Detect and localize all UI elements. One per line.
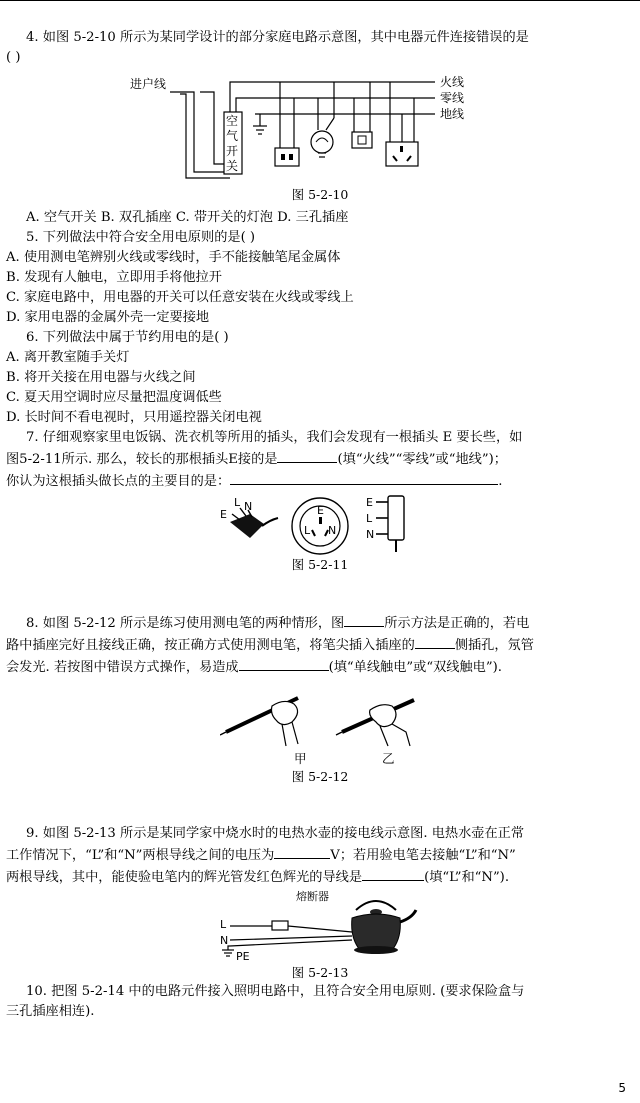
- q7-answer-blank-1[interactable]: [277, 448, 337, 463]
- ground-label: 地线: [440, 107, 465, 121]
- live-label: 火线: [440, 75, 465, 89]
- q8-answer-blank-2[interactable]: [415, 634, 455, 649]
- left-plug-N-label: N: [244, 500, 253, 513]
- right-plug-E-label: E: [366, 496, 373, 509]
- question-6: [6, 328, 634, 428]
- q8-text: 所示方法是正确的，若电: [384, 616, 530, 631]
- neutral-wire: [236, 98, 435, 112]
- q8-stem-line3: [6, 656, 634, 678]
- question-5: [6, 228, 634, 328]
- wire-PE-label: PE: [236, 950, 250, 963]
- switch-box: [352, 132, 372, 148]
- figure-5-2-11-plugs: [220, 492, 420, 556]
- q7-text: 图5-2-11所示. 那么，较长的那根插头E接的是: [6, 452, 278, 467]
- socket-L-label: L: [304, 524, 311, 537]
- q9-stem-line2: [6, 844, 634, 866]
- q5-stem: 5. 下列做法中符合安全用电原则的是( ): [26, 230, 256, 245]
- q4-stem: 4. 如图 5-2-10 所示为某同学设计的部分家庭电路示意图，其中电器元件连接错误的是: [26, 30, 529, 45]
- top-rule: [0, 0, 640, 1]
- q4-answer-bracket: ( ): [6, 50, 21, 65]
- q4-options: A. 空气开关 B. 双孔插座 C. 带开关的灯泡 D. 三孔插座: [26, 210, 349, 225]
- q5-option-d: D. 家用电器的金属外壳一定要接地: [6, 310, 210, 325]
- q9-answer-blank-2[interactable]: [362, 866, 424, 881]
- q5-option-a: A. 使用测电笔辨别火线或零线时，手不能接触笔尾金属体: [6, 250, 341, 265]
- air-switch-char: 气: [226, 129, 239, 143]
- socket-N-label: N: [328, 524, 337, 537]
- q5-option-b: B. 发现有人触电，立即用手将他拉开: [6, 270, 222, 285]
- question-7: [6, 428, 634, 574]
- incoming-line-label: 进户线: [130, 77, 167, 91]
- page-number: 5: [618, 1081, 626, 1095]
- q6-stem: 6. 下列做法中属于节约用电的是( ): [26, 330, 229, 345]
- kettle-handle: [356, 901, 396, 910]
- socket-E-label: E: [317, 504, 324, 517]
- q8-stem-line1: [6, 612, 634, 634]
- figure-5-2-11-caption: 图 5-2-11: [291, 557, 349, 572]
- label-jia: 甲: [294, 751, 307, 766]
- q8-stem-line2: [6, 634, 634, 656]
- air-switch-char: 开: [226, 144, 239, 158]
- figure-5-2-10-circuit: [130, 68, 510, 186]
- q7-text: 你认为这根插头做长点的主要目的是：: [6, 474, 231, 489]
- q10-stem-line2: 三孔插座相连).: [6, 1004, 95, 1019]
- bulb-icon: [311, 131, 333, 153]
- fuse-box: [272, 921, 288, 930]
- right-plug-N-label: N: [366, 528, 375, 541]
- live-wire: [230, 82, 435, 112]
- q7-stem-line3: [6, 470, 634, 492]
- q6-option-b: B. 将开关接在用电器与火线之间: [6, 370, 196, 385]
- q9-stem-line3: [6, 866, 634, 888]
- q7-stem-line2: [6, 448, 634, 470]
- q5-option-c: C. 家庭电路中，用电器的开关可以任意安装在火线或零线上: [6, 290, 354, 305]
- figure-5-2-10-caption: 图 5-2-10: [291, 187, 349, 202]
- figure-5-2-12-labels: [6, 750, 634, 768]
- q8-text: 8. 如图 5-2-12 所示是练习使用测电笔的两种情形，图: [26, 616, 345, 631]
- q9-text: (填“L”和“N”).: [424, 870, 510, 885]
- air-switch-char: 空: [226, 114, 239, 128]
- two-pin-socket: [275, 148, 299, 166]
- q7-text: (填“火线”“零线”或“地线”)；: [337, 452, 507, 467]
- q7-answer-blank-2[interactable]: [230, 470, 498, 485]
- q9-text: 两根导线，其中，能使验电笔内的辉光管发红色辉光的导线是: [6, 870, 363, 885]
- right-plug-L-label: L: [366, 512, 373, 525]
- air-switch-char: 关: [226, 159, 239, 173]
- q9-text: V；若用验电笔去接触“L”和“N”: [330, 848, 516, 863]
- q8-text: 会发光. 若按图中错误方式操作，易造成: [6, 660, 239, 675]
- q8-answer-blank-3[interactable]: [239, 656, 329, 671]
- q9-answer-blank-1[interactable]: [274, 844, 330, 859]
- wire-N-label: N: [220, 934, 229, 947]
- q8-text: 路中插座完好且接线正确，按正确方式使用测电笔，将笔尖插入插座的: [6, 638, 415, 653]
- figure-5-2-12-caption: 图 5-2-12: [291, 769, 349, 784]
- q7-stem-line1: 7. 仔细观察家里电饭锅、洗衣机等所用的插头，我们会发现有一根插头 E 要长些，如: [26, 430, 523, 445]
- hand-yi-icon: [370, 705, 396, 727]
- question-8: [6, 612, 634, 786]
- neutral-label: 零线: [440, 91, 465, 105]
- wire-L-label: L: [220, 918, 227, 931]
- question-4: [6, 28, 634, 228]
- plug-icon: [230, 514, 264, 538]
- q6-option-d: D. 长时间不看电视时，只用遥控器关闭电视: [6, 410, 262, 425]
- left-plug-E-label: E: [220, 508, 227, 521]
- label-yi: 乙: [382, 751, 395, 766]
- figure-5-2-13-caption: 图 5-2-13: [291, 965, 349, 980]
- figure-5-2-13-kettle-wiring: [220, 888, 420, 964]
- worksheet-page: [6, 28, 634, 1022]
- q8-text: 侧插孔，氖管: [454, 638, 534, 653]
- q6-option-a: A. 离开教室随手关灯: [6, 350, 130, 365]
- q9-stem-line1: 9. 如图 5-2-13 所示是某同学家中烧水时的电热水壶的接电线示意图. 电热水壶在正常: [26, 826, 525, 841]
- question-9: [6, 824, 634, 982]
- hand-jia-icon: [272, 701, 298, 724]
- q7-text: .: [498, 474, 503, 489]
- q8-text: (填“单线触电”或“双线触电”).: [328, 660, 502, 675]
- q6-option-c: C. 夏天用空调时应尽量把温度调低些: [6, 390, 222, 405]
- question-10: [6, 982, 634, 1022]
- fuse-label: 熔断器: [296, 890, 329, 903]
- q10-stem-line1: 10. 把图 5-2-14 中的电路元件接入照明电路中，且符合安全用电原则. (要求保险盒与: [26, 984, 525, 999]
- three-pin-socket: [386, 142, 418, 166]
- figure-5-2-12-test-pen: [220, 692, 420, 750]
- kettle-icon: [352, 914, 401, 950]
- q8-answer-blank-1[interactable]: [344, 612, 384, 627]
- left-plug-L-label: L: [234, 496, 241, 509]
- q9-text: 工作情况下，“L”和“N”两根导线之间的电压为: [6, 848, 275, 863]
